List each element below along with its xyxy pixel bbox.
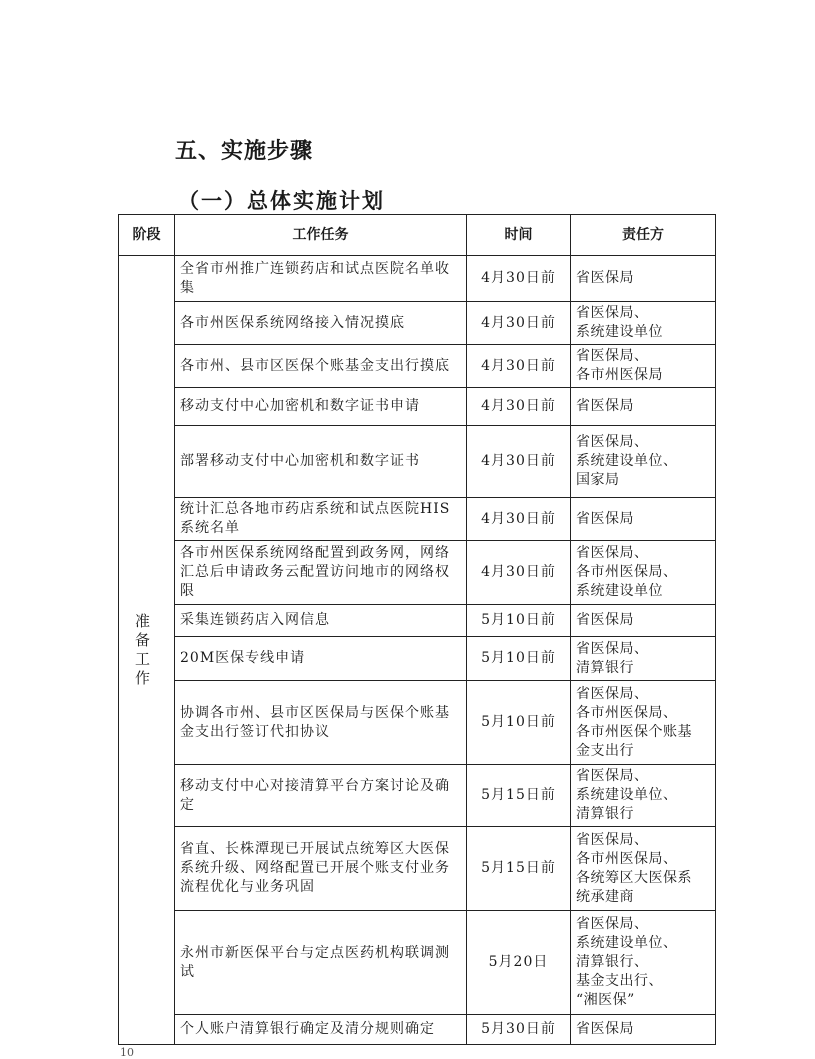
time-cell: 4月30日前: [467, 302, 571, 345]
task-cell: 个人账户清算银行确定及清分规则确定: [175, 1015, 467, 1045]
stage-cell: 准备工作: [119, 256, 175, 1045]
task-cell: 各市州医保系统网络接入情况摸底: [175, 302, 467, 345]
time-cell: 5月15日前: [467, 827, 571, 911]
table-row: [119, 426, 716, 498]
task-cell: 20M医保专线申请: [175, 637, 467, 681]
responsible-party: 省医保局、: [576, 640, 649, 657]
responsible-party: 省医保局: [576, 270, 634, 286]
responsible-party: “湘医保”: [576, 992, 635, 1008]
responsible-cell: [571, 345, 716, 388]
time-cell: 5月30日前: [467, 1015, 571, 1045]
responsible-party: 省医保局、: [576, 305, 649, 321]
table-body: [119, 256, 716, 1045]
responsible-cell: [571, 1015, 716, 1045]
responsible-party: 各市州医保局: [576, 367, 663, 383]
responsible-party: 系统建设单位、: [576, 935, 678, 951]
time-cell: 5月20日: [467, 911, 571, 1015]
responsible-cell: [571, 302, 716, 345]
responsible-party: 省医保局、: [576, 916, 649, 932]
task-cell: 协调各市州、县市区医保局与医保个账基金支出行签订代扣协议: [175, 681, 467, 765]
table-row: [119, 302, 716, 345]
header-task: 工作任务: [175, 215, 467, 256]
header-responsible: 责任方: [571, 215, 716, 256]
responsible-party: 省医保局: [576, 398, 634, 414]
time-cell: 5月15日前: [467, 765, 571, 827]
responsible-cell: [571, 256, 716, 302]
time-cell: 4月30日前: [467, 541, 571, 605]
time-cell: 5月10日前: [467, 637, 571, 681]
task-cell: 部署移动支付中心加密机和数字证书: [175, 426, 467, 498]
responsible-party: 系统建设单位、: [576, 787, 678, 803]
responsible-party: 省医保局: [576, 612, 634, 628]
responsible-cell: [571, 388, 716, 426]
task-cell: 统计汇总各地市药店系统和试点医院HIS系统名单: [175, 498, 467, 541]
time-cell: 5月10日前: [467, 681, 571, 765]
page-number: 10: [120, 1046, 134, 1059]
responsible-party: 清算银行: [576, 806, 634, 822]
task-cell: 各市州、县市区医保个账基金支出行摸底: [175, 345, 467, 388]
responsible-party: 清算银行: [576, 659, 634, 676]
responsible-party: 清算银行、: [576, 954, 649, 970]
task-cell: 采集连锁药店入网信息: [175, 605, 467, 637]
responsible-cell: [571, 681, 716, 765]
responsible-party: 各市州医保局、: [576, 704, 678, 721]
table-header-row: [119, 215, 716, 256]
time-cell: 4月30日前: [467, 345, 571, 388]
table-row: [119, 498, 716, 541]
responsible-party: 基金支出行、: [576, 973, 663, 989]
task-cell: 移动支付中心加密机和数字证书申请: [175, 388, 467, 426]
time-cell: 4月30日前: [467, 426, 571, 498]
task-cell: 各市州医保系统网络配置到政务网，网络汇总后申请政务云配置访问地市的网络权限: [175, 541, 467, 605]
responsible-cell: [571, 765, 716, 827]
table-row: [119, 541, 716, 605]
header-time: 时间: [467, 215, 571, 256]
subsection-heading: （一）总体实施计划: [178, 189, 385, 213]
table-row: [119, 605, 716, 637]
responsible-party: 各市州医保局、: [576, 850, 678, 867]
table-row: [119, 1015, 716, 1045]
responsible-cell: [571, 637, 716, 681]
header-stage: 阶段: [119, 215, 175, 256]
table-row: [119, 911, 716, 1015]
responsible-cell: [571, 605, 716, 637]
table-row: [119, 388, 716, 426]
responsible-cell: [571, 541, 716, 605]
responsible-party: 省医保局、: [576, 348, 649, 364]
task-cell: 移动支付中心对接清算平台方案讨论及确定: [175, 765, 467, 827]
responsible-party: 金支出行: [576, 742, 634, 759]
task-cell: 全省市州推广连锁药店和试点医院名单收集: [175, 256, 467, 302]
responsible-cell: [571, 827, 716, 911]
responsible-cell: [571, 426, 716, 498]
responsible-party: 系统建设单位、: [576, 453, 678, 469]
task-cell: 永州市新医保平台与定点医药机构联调测试: [175, 911, 467, 1015]
responsible-party: 省医保局、: [576, 768, 649, 784]
table-row: [119, 765, 716, 827]
responsible-party: 系统建设单位: [576, 583, 663, 599]
responsible-party: 省医保局、: [576, 685, 649, 702]
responsible-party: 省医保局、: [576, 545, 649, 561]
responsible-party: 省医保局: [576, 1021, 634, 1037]
table-row: [119, 681, 716, 765]
responsible-party: 省医保局: [576, 510, 634, 527]
responsible-party: 系统建设单位: [576, 324, 663, 340]
responsible-party: 各市州医保局、: [576, 564, 678, 580]
responsible-cell: [571, 911, 716, 1015]
table-row: [119, 637, 716, 681]
table-row: [119, 345, 716, 388]
time-cell: 4月30日前: [467, 388, 571, 426]
time-cell: 4月30日前: [467, 498, 571, 541]
responsible-party: 各市州医保个账基: [576, 723, 692, 740]
implementation-plan-table: [118, 214, 716, 1045]
responsible-party: 省医保局、: [576, 831, 649, 848]
responsible-party: 各统筹区大医保系: [576, 869, 692, 886]
responsible-party: 统承建商: [576, 888, 634, 905]
time-cell: 4月30日前: [467, 256, 571, 302]
table-row: [119, 827, 716, 911]
section-heading: 五、实施步骤: [175, 139, 314, 164]
table-row: [119, 256, 716, 302]
responsible-party: 国家局: [576, 472, 620, 488]
task-cell: 省直、长株潭现已开展试点统筹区大医保系统升级、网络配置已开展个账支付业务流程优化与业务巩固: [175, 827, 467, 911]
responsible-party: 省医保局、: [576, 434, 649, 450]
responsible-cell: [571, 498, 716, 541]
time-cell: 5月10日前: [467, 605, 571, 637]
